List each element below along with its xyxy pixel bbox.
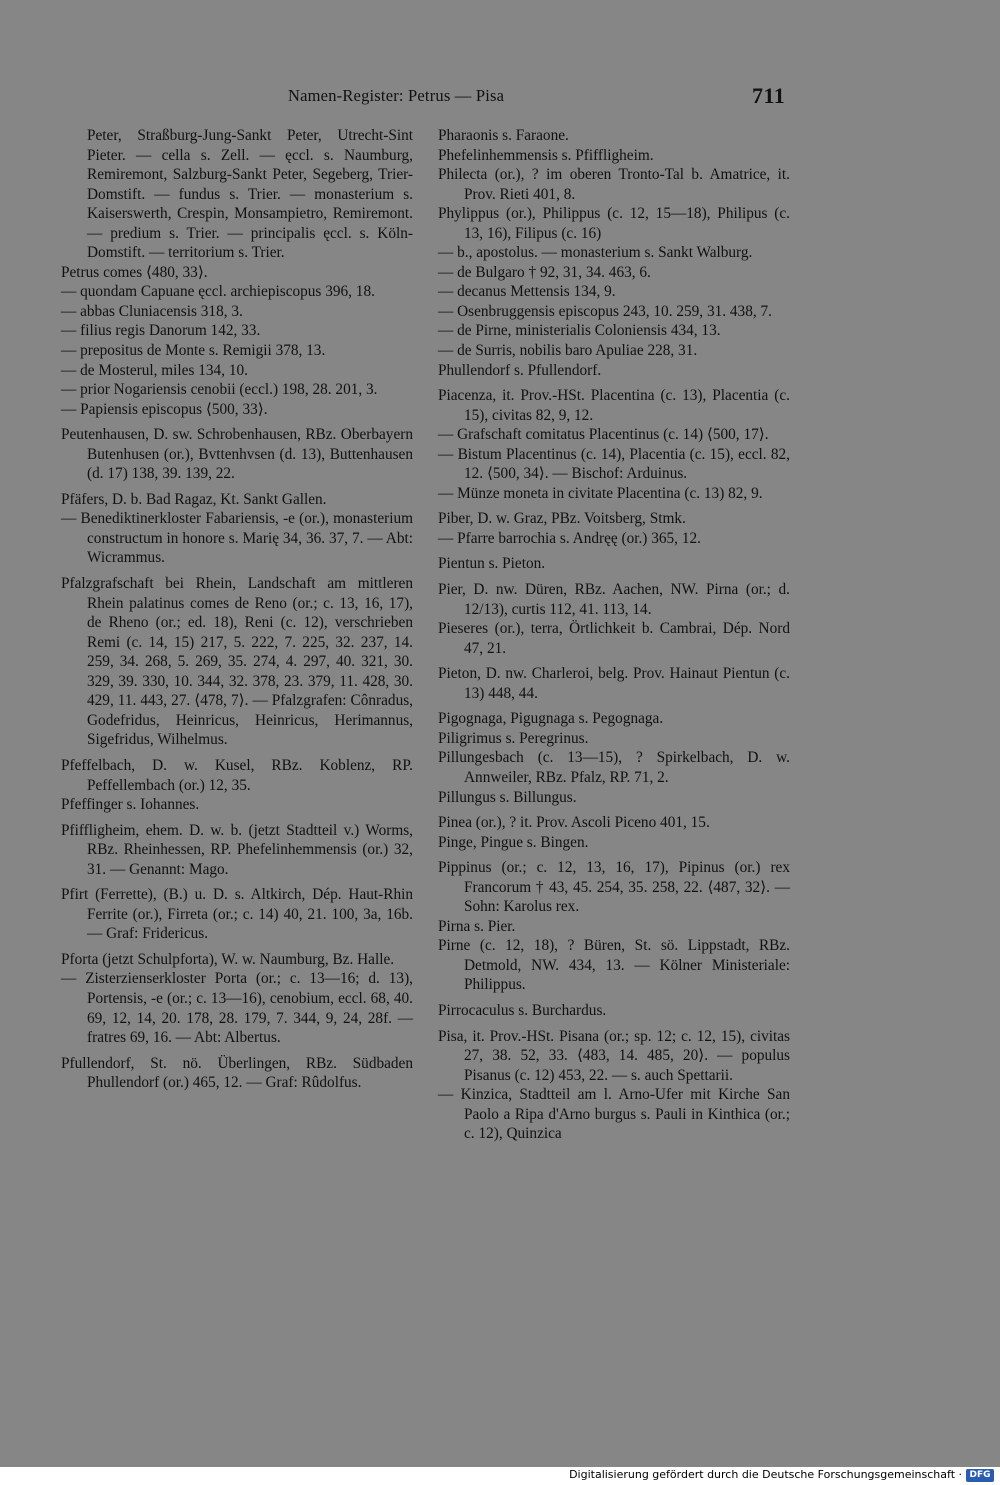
index-entry: Pfeffelbach, D. w. Kusel, RBz. Koblenz, RP. Peffellembach (or.) 12, 35. <box>61 756 413 794</box>
index-entry: Pillungesbach (c. 13—15), ? Spirkelbach, D. w. Annweiler, RBz. Pfalz, RP. 71, 2. <box>438 749 790 786</box>
index-entry: Phylippus (or.), Philippus (c. 12, 15—18), Philipus (c. 13, 16), Filipus (c. 16) <box>438 205 790 242</box>
index-entry: — decanus Mettensis 134, 9. <box>438 283 616 301</box>
index-entry: — b., apostolus. — monasterium s. Sankt Walburg. <box>438 244 753 262</box>
index-entry: Phefelinhemmensis s. Pfiffligheim. <box>438 146 654 164</box>
index-entry: Piber, D. w. Graz, PBz. Voitsberg, Stmk. <box>438 510 686 528</box>
index-entry: Petrus comes ⟨480, 33⟩. <box>61 263 208 281</box>
index-entry: — Kinzica, Stadtteil am l. Arno-Ufer mit Kirche San Paolo a Ripa d'Arno burgus s. Pauli in Kinthica (or.; c. 12), Quinzica <box>438 1086 790 1143</box>
index-column-right <box>438 126 790 1144</box>
index-entry: — Osenbruggensis episcopus 243, 10. 259, 31. 438, 7. <box>438 302 772 320</box>
index-entry: Pforta (jetzt Schulpforta), W. w. Naumburg, Bz. Halle. <box>61 950 395 968</box>
index-entry: Pisa, it. Prov.-HSt. Pisana (or.; sp. 12; c. 12, 15), civitas 27, 38. 52, 33. ⟨483, 14. 485, 20⟩. — populus Pisanus (c. 12) 453, 22. — s. auch Spettarii. <box>438 1027 790 1084</box>
index-entry: — quondam Capuane ęccl. archiepiscopus 396, 18. <box>61 283 375 301</box>
index-entry: — filius regis Danorum 142, 33. <box>61 322 261 340</box>
index-entry: Pier, D. nw. Düren, RBz. Aachen, NW. Pirna (or.; d. 12/13), curtis 112, 41. 113, 14. <box>438 581 790 618</box>
index-entry: Peter, Straßburg-Jung-Sankt Peter, Utrecht-Sint Pieter. — cella s. Zell. — ęccl. s. Naumburg, Remiremont, Salzburg-Sankt Peter, Segeberg, Trier-Domstift. — fundus s. Trier. — monasterium s. Kaiserswerth, Crespin, Monsampietro, Remiremont. — predium s. Trier. — principalis ęccl. s. Köln-Domstift. — territorium s. Trier. <box>87 127 413 262</box>
index-entry: Pillungus s. Billungus. <box>438 788 577 806</box>
index-entry: — de Pirne, ministerialis Coloniensis 434, 13. <box>438 322 721 340</box>
index-entry: Pfiffligheim, ehem. D. w. b. (jetzt Stadtteil v.) Worms, RBz. Rheinhessen, RP. Phefelinhemmensis (or.) 32, 31. — Genannt: Mago. <box>61 821 413 878</box>
index-entry: Pieseres (or.), terra, Örtlichkeit b. Cambrai, Dép. Nord 47, 21. <box>438 620 790 657</box>
index-entry: — Bistum Placentinus (c. 14), Placentia (c. 15), eccl. 82, 12. ⟨500, 34⟩. — Bischof: Arduinus. <box>438 445 790 483</box>
index-entry: — Papiensis episcopus ⟨500, 33⟩. <box>61 400 268 418</box>
index-entry: Pfäfers, D. b. Bad Ragaz, Kt. Sankt Gallen. <box>61 490 327 508</box>
index-column-left <box>61 126 413 1093</box>
index-entry: Philecta (or.), ? im oberen Tronto-Tal b. Amatrice, it. Prov. Rieti 401, 8. <box>438 166 790 203</box>
funding-notice: Digitalisierung gefördert durch die Deutsche Forschungsgemeinschaft · <box>569 1468 962 1481</box>
index-entry: Pientun s. Pieton. <box>438 555 546 573</box>
digitization-footer <box>0 1467 1000 1485</box>
index-entry: Pfirt (Ferrette), (B.) u. D. s. Altkirch, Dép. Haut-Rhin Ferrite (or.), Firreta (or.; c. 14) 40, 21. 100, 3a, 16b. — Graf: Fridericus. <box>61 886 413 943</box>
index-entry: — Grafschaft comitatus Placentinus (c. 14) ⟨500, 17⟩. <box>438 426 769 444</box>
index-entry: Piligrimus s. Peregrinus. <box>438 729 589 747</box>
index-entry: Pigognaga, Pigugnaga s. Pegognaga. <box>438 710 664 728</box>
index-entry: Pfalzgrafschaft bei Rhein, Landschaft am mittleren Rhein palatinus comes de Reno (or.; c. 13, 16, 17), de Rheno (or.; ed. 18), Reni (c. 12), verschrieben Remi (c. 14, 15) 217, 5. 222, 7. 225, 32. 237, 14. 259, 34. 268, 5. 269, 35. 274, 4. 297, 40. 321, 30. 329, 39. 330, 10. 344, 32. 378, 23. 379, 11. 428, 30. 429, 11. 443, 27. ⟨478, 7⟩. — Pfalzgrafen: Cônradus, Godefridus, Heinricus, Heinricus, Herimannus, Sigefridus, Wilhelmus. <box>61 575 413 749</box>
index-entry: — abbas Cluniacensis 318, 3. <box>61 302 243 320</box>
index-entry: Pippinus (or.; c. 12, 13, 16, 17), Pipinus (or.) rex Francorum † 43, 45. 254, 35. 258, 22. ⟨487, 32⟩. — Sohn: Karolus rex. <box>438 859 790 916</box>
index-entry: — de Surris, nobilis baro Apuliae 228, 31. <box>438 342 698 360</box>
index-entry: Pirne (c. 12, 18), ? Büren, St. sö. Lippstadt, RBz. Detmold, NW. 434, 13. — Kölner Ministeriale: Philippus. <box>438 937 790 994</box>
index-entry: Pieton, D. nw. Charleroi, belg. Prov. Hainaut Pientun (c. 13) 448, 44. <box>438 665 790 702</box>
page-header <box>0 84 1000 114</box>
index-entry: Phullendorf s. Pfullendorf. <box>438 361 602 379</box>
index-entry: — prior Nogariensis cenobii (eccl.) 198, 28. 201, 3. <box>61 381 378 399</box>
index-entry: Piacenza, it. Prov.-HSt. Placentina (c. 13), Placentia (c. 15), civitas 82, 9, 12. <box>438 387 790 424</box>
index-entry: — Pfarre barrochia s. Andręę (or.) 365, 12. <box>438 529 701 547</box>
index-entry: — de Bulgaro † 92, 31, 34. 463, 6. <box>438 263 651 281</box>
index-entry: Pharaonis s. Faraone. <box>438 127 569 144</box>
index-entry: — de Mosterul, miles 134, 10. <box>61 361 248 379</box>
dfg-logo: DFG <box>966 1469 994 1482</box>
index-entry: — Münze moneta in civitate Placentina (c. 13) 82, 9. <box>438 484 763 502</box>
running-title: Namen-Register: Petrus — Pisa <box>288 86 505 105</box>
index-entry: Peutenhausen, D. sw. Schrobenhausen, RBz. Oberbayern Butenhusen (or.), Bvttenhvsen (d. 13), Buttenhausen (d. 17) 138, 39. 139, 22. <box>61 426 413 483</box>
page-number: 711 <box>752 83 786 108</box>
index-entry: Pirrocaculus s. Burchardus. <box>438 1001 607 1019</box>
index-entry: Pinea (or.), ? it. Prov. Ascoli Piceno 401, 15. <box>438 814 710 832</box>
index-entry: — Benediktinerkloster Fabariensis, -e (or.), monasterium constructum in honore s. Marię 34, 36. 37, 7. — Abt: Wicrammus. <box>61 510 413 567</box>
index-entry: — Zisterzienserkloster Porta (or.; c. 13—16; d. 13), Portensis, -e (or.; c. 13—16), cenobium, eccl. 68, 40. 69, 12, 14, 20. 178, 28. 179, 7. 344, 9, 24, 28f. — fratres 69, 16. — Abt: Albertus. <box>61 970 413 1047</box>
index-entry: — prepositus de Monte s. Remigii 378, 13. <box>61 342 326 360</box>
index-entry: Pinge, Pingue s. Bingen. <box>438 833 589 851</box>
index-entry: Pfeffinger s. Iohannes. <box>61 796 200 814</box>
index-entry: Pfullendorf, St. nö. Überlingen, RBz. Südbaden Phullendorf (or.) 465, 12. — Graf: Rûdolfus. <box>61 1054 413 1092</box>
index-entry: Pirna s. Pier. <box>438 917 516 935</box>
